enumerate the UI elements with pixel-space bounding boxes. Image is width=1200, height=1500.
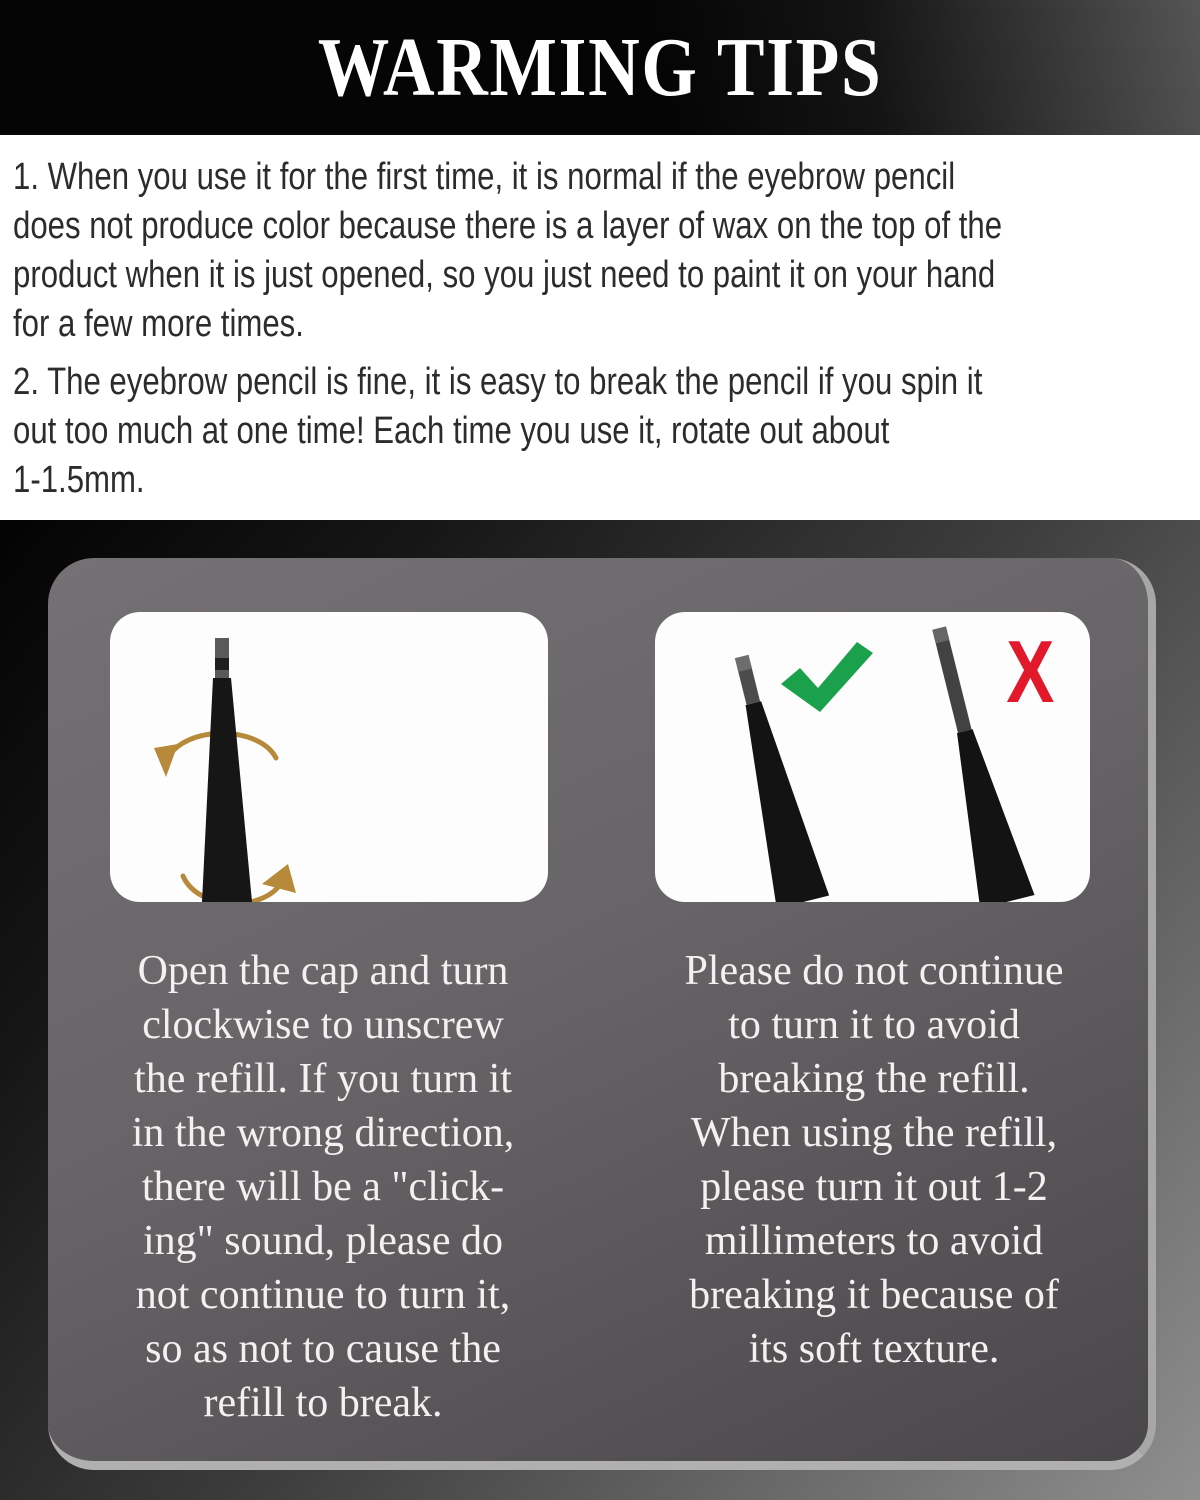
right-wrong-demo-card [655, 612, 1090, 902]
caption-line: to turn it to avoid [728, 1002, 1020, 1048]
left-caption [73, 944, 573, 1430]
caption-line: millimeters to avoid [704, 1218, 1044, 1264]
title-banner [0, 0, 1200, 135]
caption-line: clockwise to unscrew [142, 1002, 504, 1048]
caption-line: Open the cap and turn [137, 948, 509, 994]
rotate-demo-illustration [110, 612, 548, 902]
tips-text-section [0, 135, 1200, 520]
page-title: WARMING TIPS [317, 21, 883, 114]
caption-line: not continue to turn it, [135, 1272, 511, 1318]
caption-line: the refill. If you turn it [134, 1056, 512, 1102]
caption-line: When using the refill, [690, 1110, 1058, 1156]
instruction-panel [48, 558, 1156, 1470]
pencil-illustration [202, 638, 252, 902]
caption-line: refill to break. [203, 1380, 443, 1426]
check-icon [781, 642, 873, 712]
caption-line: Please do not continue [684, 948, 1064, 994]
text-line: out too much at one time! Each time you use it, rotate out about [13, 410, 890, 452]
text-line: does not produce color because there is a layer of wax on the top of the [13, 205, 1003, 247]
text-line: for a few more times. [13, 303, 304, 345]
caption-line: its soft texture. [748, 1326, 1000, 1372]
rotate-demo-card [110, 612, 548, 902]
caption-line: breaking it because of [689, 1272, 1059, 1318]
x-icon: X [1006, 622, 1055, 721]
caption-line: there will be a "click- [141, 1164, 505, 1210]
caption-line: breaking the refill. [718, 1056, 1030, 1102]
text-line: 1. When you use it for the first time, it is normal if the eyebrow pencil [13, 156, 956, 198]
text-line: 2. The eyebrow pencil is fine, it is easy to break the pencil if you spin it [13, 361, 983, 403]
caption-line: ing" sound, please do [142, 1218, 504, 1264]
text-line: product when it is just opened, so you just need to paint it on your hand [13, 254, 996, 296]
tip-paragraph-2 [0, 358, 1200, 505]
demo-section [0, 520, 1200, 1500]
text-line: 1-1.5mm. [13, 459, 145, 501]
tip-paragraph-1 [0, 153, 1200, 349]
right-caption [624, 944, 1124, 1376]
caption-line: so as not to cause the [145, 1326, 501, 1372]
caption-line: please turn it out 1-2 [700, 1164, 1048, 1210]
caption-line: in the wrong direction, [131, 1110, 515, 1156]
